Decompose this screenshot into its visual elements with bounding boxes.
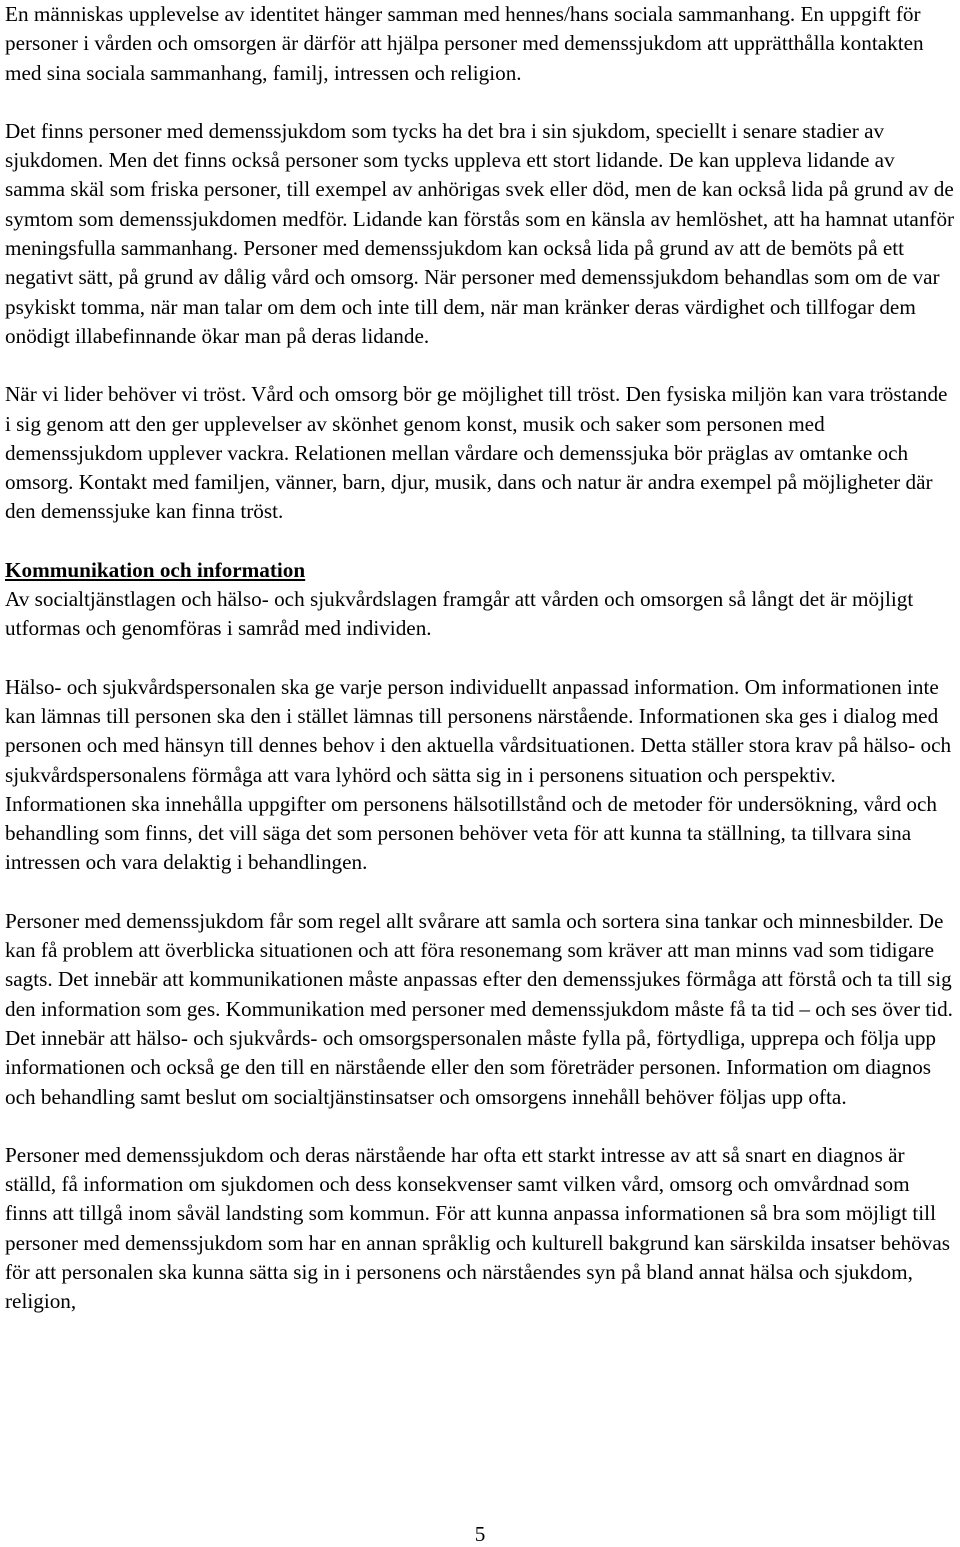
page-number: 5 [474, 1522, 486, 1546]
paragraph-suffering: Det finns personer med demenssjukdom som tycks ha det bra i sin sjukdom, speciellt i senare stadier av sjukdomen. Men det finns också personer som tycks uppleva ett stort lidande. De kan uppleva lidande av samma skäl som friska personer, till exempel av anhörigas svek eller död, men de kan också lida på grund av de symtom som demenssjukdomen medför. Lidande kan förstås som en känsla av hemlöshet, att ha hamnat utanför meningsfulla sammanhang. Personer med demenssjukdom kan också lida på grund av att de bemöts på ett negativt sätt, på grund av dålig vård och omsorg. När personer med demenssjukdom behandlas som om de var psykiskt tomma, när man talar om dem och inte till dem, när man kränker deras värdighet och tillfogar dem onödigt illabefinnande ökar man på deras lidande. [5, 118, 955, 348]
paragraph-communication: Personer med demenssjukdom får som regel allt svårare att samla och sortera sina tankar och minnesbilder. De kan få problem att överblicka situationen och att föra resonemang som kräver att man minns vad som tidigare sagts. Det innebär att kommunikationen måste anpassas efter den demenssjukes förmåga att förstå och ta till sig den information som ges. Kommunikation med personer med demenssjukdom måste få ta tid – och ses över tid. Det innebär att hälso- och sjukvårds- och omsorgspersonalen måste fylla på, förtydliga, upprepa och följa upp informationen och också ge den till en närstående eller den som företräder personen. Information om diagnos och behandling samt beslut om socialtjänstinsatser och omsorgens innehåll behöver följas upp ofta. [5, 908, 953, 1109]
document-page [5, 0, 957, 1317]
section-intro: Av socialtjänstlagen och hälso- och sjukvårdslagen framgår att vården och omsorgen så långt det är möjligt utformas och genomföras i samråd med individen. [5, 587, 914, 641]
paragraph-relatives: Personer med demenssjukdom och deras närstående har ofta ett starkt intresse av att så snart en diagnos är ställd, få information om sjukdomen och dess konsekvenser samt vilken vård, omsorg och omvårdnad som finns att tillgå inom såväl landsting som kommun. För att kunna anpassa informationen så bra som möjligt till personer med demenssjukdom som har en annan språklig och kulturell bakgrund kan särskilda insatser behövas för att personalen ska kunna sätta sig in i personens och närståendes syn på bland annat hälsa och sjukdom, religion, [5, 1142, 950, 1314]
section-communication [5, 556, 957, 1317]
paragraph-identity: En människas upplevelse av identitet hänger samman med hennes/hans sociala sammanhang. En uppgift för personer i vården och omsorgen är därför att hjälpa personer med demenssjukdom att upprätthålla kontakten med sina sociala sammanhang, familj, intressen och religion. [5, 2, 924, 85]
section-heading: Kommunikation och information [5, 557, 306, 582]
paragraph-information: Hälso- och sjukvårdspersonalen ska ge varje person individuellt anpassad information. Om informationen inte kan lämnas till personen ska den i stället lämnas till personens närstående. Informationen ska ges i dialog med personen och med hänsyn till dennes behov i den aktuella vårdsituationen. Detta ställer stora krav på hälso- och sjukvårdspersonalens förmåga att vara lyhörd och sätta sig in i personens situation och perspektiv. Informationen ska innehålla uppgifter om personens hälsotillstånd och de metoder för undersökning, vård och behandling som finns, det vill säga det som personen behöver veta för att kunna ta ställning, ta tillvara sina intressen och vara delaktig i behandlingen. [5, 674, 952, 875]
paragraph-comfort: När vi lider behöver vi tröst. Vård och omsorg bör ge möjlighet till tröst. Den fysiska miljön kan vara tröstande i sig genom att den ger upplevelser av skönhet genom konst, musik och saker som personen med demenssjukdom upplever vackra. Relationen mellan vårdare och demenssjuka bör präglas av omtanke och omsorg. Kontakt med familjen, vänner, barn, djur, musik, dans och natur är andra exempel på möjligheter där den demenssjuke kan finna tröst. [5, 382, 948, 524]
